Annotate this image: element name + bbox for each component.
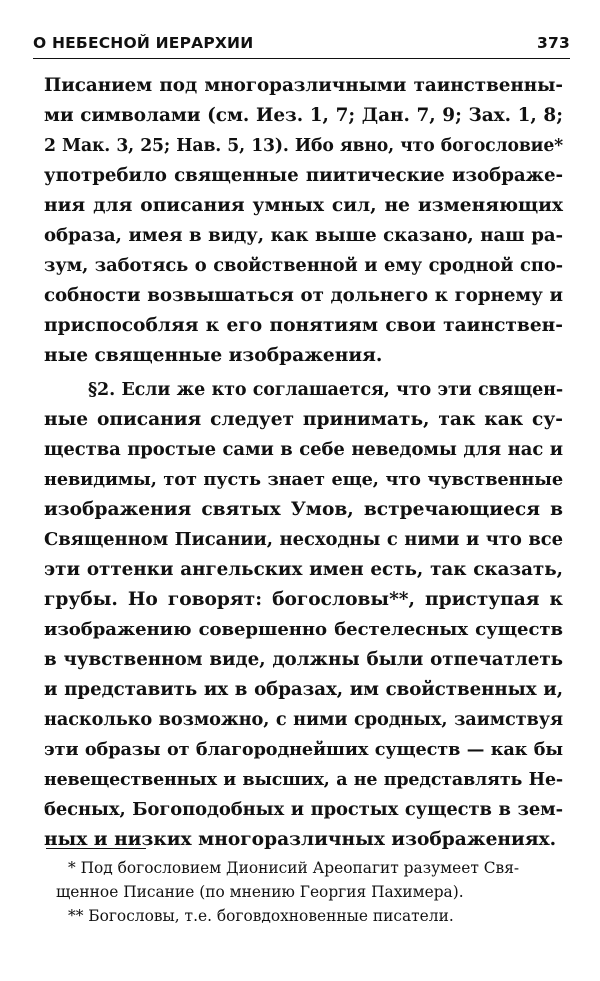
footnote-2: [56, 904, 570, 928]
running-head: [33, 34, 570, 56]
text-line: ния для описания умных сил, не изменяющих: [44, 195, 563, 216]
text-line: эти оттенки ангельских имен есть, так сказать,: [44, 559, 563, 580]
text-line: приспособляя к его понятиям свои таинствен-: [44, 315, 563, 336]
text-line: §2. Если же кто соглашается, что эти священ-: [88, 380, 563, 400]
text-line: ные священные изображения.: [44, 345, 383, 366]
text-line: ные описания следует принимать, так как су-: [44, 409, 563, 430]
page-number: 373: [537, 34, 570, 52]
paragraph-1: [44, 71, 563, 371]
footnote-rule: [46, 848, 146, 849]
header-rule: [33, 58, 570, 59]
text-line: изображения святых Умов, встречающиеся в: [44, 499, 563, 520]
text-line: употребило священные пиитические изображе-: [44, 165, 563, 186]
footnote-line: щенное Писание (по мнению Георгия Пахимера).: [56, 883, 464, 901]
text-line: невещественных и высших, а не представлять Не-: [44, 770, 563, 790]
text-line: ми символами (см. Иез. 1, 7; Дан. 7, 9; Зах. 1, 8;: [44, 105, 563, 126]
footnotes: [56, 856, 570, 928]
text-line: и представить их в образах, им свойственных и,: [44, 679, 563, 700]
text-line: грубы. Но говорят: богословы**, приступая к: [44, 589, 563, 610]
text-line: ных и низких многоразличных изображениях.: [44, 829, 557, 850]
running-title: О НЕБЕСНОЙ ИЕРАРХИИ: [33, 34, 254, 52]
text-line: Священном Писании, несходны с ними и что все: [44, 529, 563, 550]
text-line: образа, имея в виду, как выше сказано, наш ра-: [44, 225, 563, 246]
text-line: щества простые сами в себе неведомы для нас и: [44, 439, 563, 460]
text-line: насколько возможно, с ними сродных, заимствуя: [44, 709, 563, 730]
footnote-line: * Под богословием Дионисий Ареопагит разумеет Свя-: [68, 859, 520, 877]
text-line: Писанием под многоразличными таинственны-: [44, 75, 563, 96]
footnote-line: ** Богословы, т.е. боговдохновенные писатели.: [68, 907, 454, 925]
text-line: бесных, Богоподобных и простых существ в зем-: [44, 799, 563, 820]
text-line: 2 Мак. 3, 25; Нав. 5, 13). Ибо явно, что богословие*: [44, 136, 563, 156]
main-text: [44, 71, 563, 855]
text-line: невидимы, тот пусть знает еще, что чувственные: [44, 469, 563, 490]
text-line: изображению совершенно бестелесных существ: [44, 619, 563, 640]
text-line: собности возвышаться от дольнего к горнему и: [44, 285, 563, 306]
text-line: эти образы от благороднейших существ — как бы: [44, 739, 563, 760]
text-line: зум, заботясь о свойственной и ему сродной спо-: [44, 255, 563, 276]
paragraph-2: [44, 375, 563, 855]
text-line: в чувственном виде, должны были отпечатлеть: [44, 649, 563, 670]
footnote-1: [56, 856, 570, 904]
